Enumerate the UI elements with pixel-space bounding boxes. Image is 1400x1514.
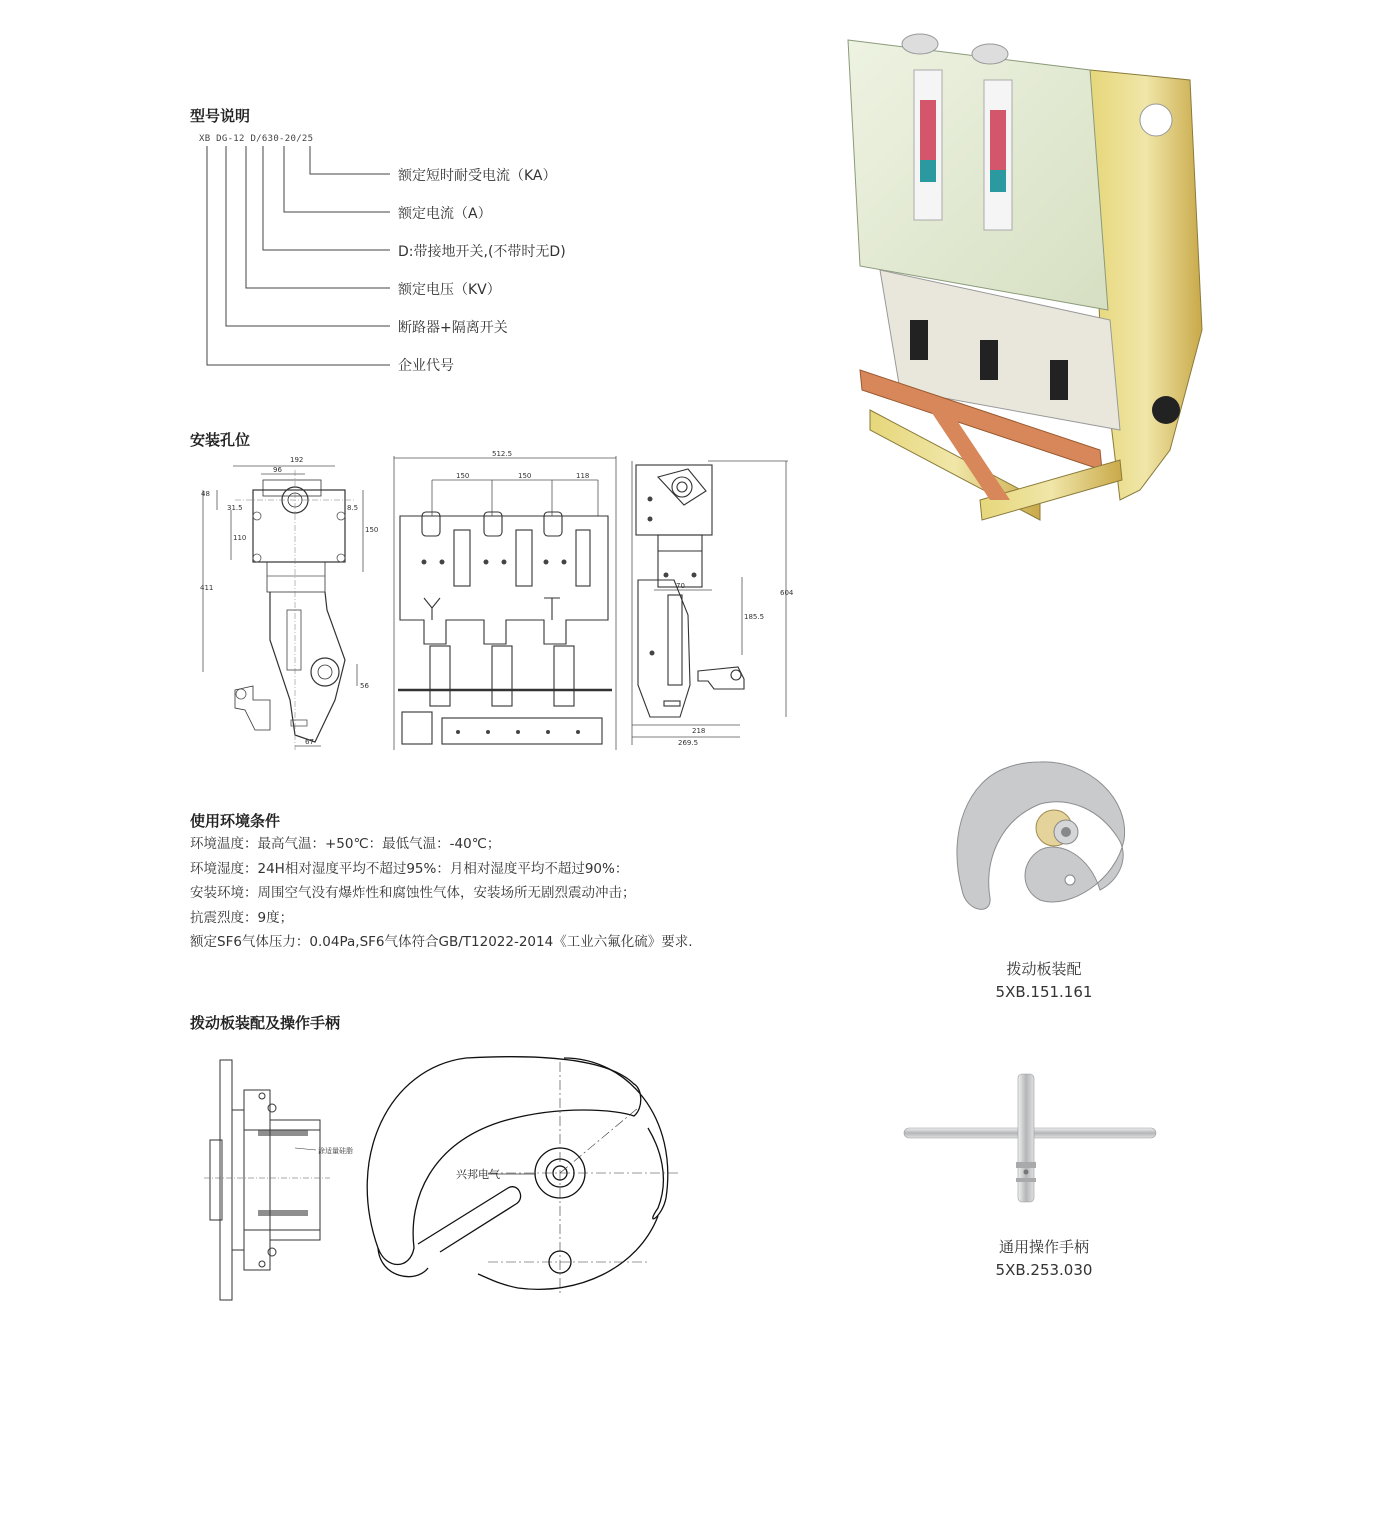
mount-section-title: 安装孔位	[190, 431, 251, 449]
dim-512-5: 512.5	[492, 450, 513, 458]
plate-outline-drawing	[348, 1048, 698, 1308]
dim-48: 48	[201, 490, 210, 498]
env-line-sf6-pressure: 额定SF6气体压力：0.04Pa,SF6气体符合GB/T12022-2014《工业六氟化硫》要求.	[190, 934, 693, 950]
mount-drawing-front-view	[388, 450, 623, 755]
part-photo-operating-handle	[900, 1070, 1160, 1210]
legend-item-earthing-switch: D:带接地开关,(不带时无D)	[398, 244, 566, 260]
dim-56: 56	[360, 682, 369, 690]
dim-8-5: 8.5	[347, 504, 359, 512]
legend-item-rated-voltage: 额定电压（KV）	[398, 282, 501, 298]
dim-604: 604	[780, 589, 794, 597]
part-caption-plate-assembly	[944, 958, 1144, 1004]
part-photo-plate-assembly	[940, 760, 1140, 920]
part-code-plate-assembly: 5XB.151.161	[995, 983, 1093, 1001]
env-line-installation: 安装环境：周围空气没有爆炸性和腐蚀性气体，安装场所无剧烈震动冲击；	[190, 885, 636, 901]
mount-drawing-rear-view	[628, 455, 798, 750]
part-name-plate-assembly: 拨动板装配	[1006, 960, 1082, 978]
dim-185-5: 185.5	[744, 613, 765, 621]
dim-218: 218	[692, 727, 706, 735]
legend-item-rated-current: 额定电流（A）	[398, 206, 492, 222]
env-conditions-list	[190, 832, 693, 955]
dim-192: 192	[290, 456, 304, 464]
mount-drawing-side-view	[195, 450, 380, 755]
legend-item-company-code: 企业代号	[398, 358, 454, 374]
dim-118: 118	[576, 472, 590, 480]
dim-150-left: 150	[456, 472, 470, 480]
env-section-title: 使用环境条件	[190, 812, 281, 830]
dim-70: 70	[676, 582, 685, 590]
model-legend-lines	[0, 0, 420, 380]
env-line-seismic: 抗震烈度：9度；	[190, 909, 294, 926]
plate-section-title: 拨动板装配及操作手柄	[190, 1014, 341, 1032]
dim-150-mid: 150	[518, 472, 532, 480]
part-caption-operating-handle	[944, 1236, 1144, 1282]
dim-110: 110	[233, 534, 247, 542]
legend-item-short-time-current: 额定短时耐受电流（KA）	[398, 168, 557, 184]
part-name-operating-handle: 通用操作手柄	[998, 1238, 1089, 1256]
plate-assembly-section-drawing	[200, 1050, 370, 1310]
model-section-title: 型号说明	[190, 107, 251, 125]
dim-150-side: 150	[365, 526, 379, 534]
dim-96: 96	[273, 466, 282, 474]
lube-label: 涂适量硅脂	[318, 1147, 353, 1155]
part-code-operating-handle: 5XB.253.030	[995, 1261, 1093, 1279]
brand-label: 兴邦电气	[456, 1168, 500, 1181]
product-photo-breaker-assembly	[840, 30, 1220, 570]
dim-411: 411	[200, 584, 214, 592]
dim-269-5: 269.5	[678, 739, 699, 747]
env-line-humidity: 环境湿度：24H相对湿度平均不超过95%：月相对湿度平均不超过90%：	[190, 860, 629, 877]
legend-item-breaker-isolator: 断路器+隔离开关	[398, 320, 508, 336]
env-line-temperature: 环境温度：最高气温：+50℃：最低气温：-40℃；	[190, 836, 501, 852]
model-code: XB DG-12 D/630-20/25	[199, 134, 314, 144]
dim-67: 67	[305, 738, 314, 746]
dim-31-5: 31.5	[227, 504, 243, 512]
